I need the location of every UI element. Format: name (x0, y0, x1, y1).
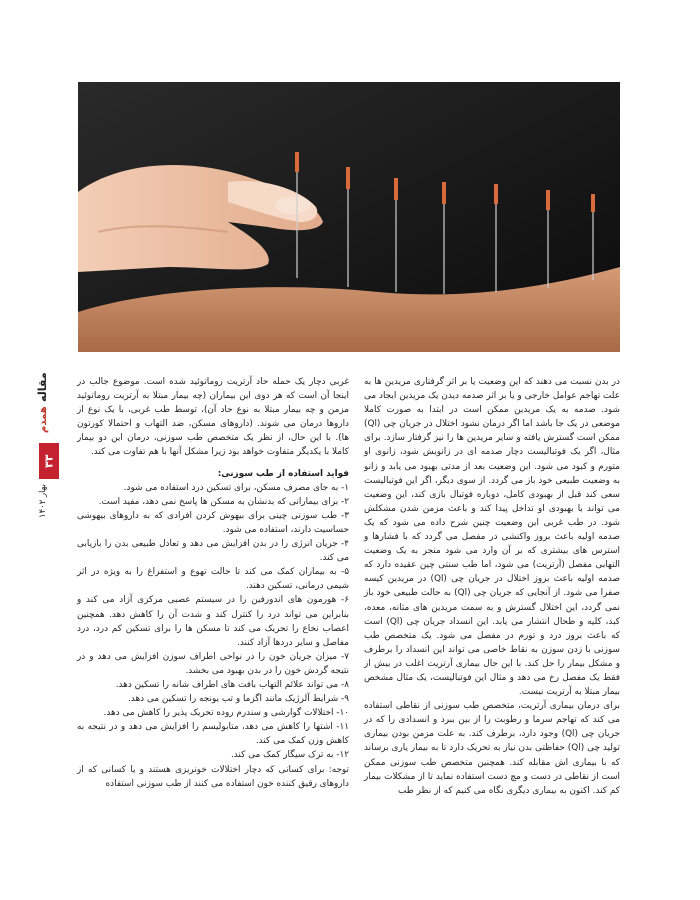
acupuncture-illustration (78, 82, 620, 352)
list-item: ۶- هورمون های اندورفین را در سیستم عصبی مرکزی آزاد می کند و بنابراین می تواند درد را کنترل کند و شدت آن را کاهش دهد. همچنین اعصاب نخاع را تحریک می کند تا مسکن ها را برای تسکین کم درد، درد مفاصل و سایر دردها آزاد کنند. (77, 595, 349, 648)
list-item: ۷- میزان جریان خون را در نواحی اطراف سوزن افزایش می دهد و در نتیجه گردش خون را در بدن بهبود می بخشد. (77, 651, 349, 676)
issue-label: بهار ۱۴۰۲ (38, 484, 48, 518)
page-number-badge: ۳۳ (39, 443, 59, 479)
paragraph: برای درمان بیماری آرتریت، متخصص طب سوزنی از نقاطی استفاده می کند که تهاجم سرما و رطوبت را از بین ببرد و انسدادی را که در جریان چی (Ql) وجود دارد، برطرف کند. به علت مزمن بودن بیماری تولید چی (Ql) حفاظتی بدن نیاز به تحریک دارد تا به بیمار یاری برساند که با بیماری اش مقابله کند. همچنین متخصص طب سوزنی ممکن است از نقاطی در دست و مچ دست استفاده نماید تا از مشکلات بیمار کم کند. اکنون به بیماری دیگری نگاه می کنیم که از نظر طب (364, 701, 620, 796)
intro-paragraph: غربی دچار یک حمله حاد آرتریت روماتوئید شده است. موضوع جالب در اینجا آن است که هر دوی این بیماران (چه بیمار مبتلا به آرتریت روماتوئید مزمن و چه بیمار مبتلا به نوع حاد آن)، توسط طب غربی، با یک نوع از داروها درمان می شوند. (داروهای مسکن، ضد التهاب و احتمالا کورتون ها). با این حال، از نظر یک متخصص طب سوزنی، درمان این دو بیمار کاملا با یکدیگر متفاوت خواهد بود زیرا مشکل آنها با هم تفاوت می کند. (77, 377, 349, 458)
paragraph: در بدن نسبت می دهند که این وضعیت یا بر اثر گرفتاری مریدین ها به علت تهاجم عوامل خارجی و یا بر اثر صدمه دیدن یک مریدین ایجاد می شود. صدمه به یک مریدین ممکن است در ابتدا به صورت کاملا موضعی در یک جا باشد اما اگر درمان نشود اختلال در جریان چی (Ql) ممکن است گسترش یافته و سایر مریدین ها را نیز گرفتار سازد. برای مثال، اگر یک فوتبالیست دچار صدمه ای در زانویش شود، زانوی او متورم و کبود می شود. این وضعیت بعد از مدتی بهبود می یابد و زانو به وضعیت طبیعی خود باز می گردد. از سوی دیگر، اگر این فوتبالیست سعی کند قبل از بهبودی کامل، دوباره فوتبال بازی کند، این وضعیت می تواند با بهبودی او تداخل پیدا کند و باعث مزمن شدن مشکلش شود. در طب غربی این وضعیت چنین شرح داده می شود که یک صدمه اولیه باعث بروز واکنشی در مفصل می گردد که با فشارها و استرس های بیشتری که بر آن وارد می شود منجر به یک وضعیت التهابی مفصل (آرتریت) می شود، اما طب سنتی چین عقیده دارد که صدمه اولیه باعث بروز اختلال در جریان چی (Ql) در مریدین کیسه صفرا می شود. از آنجایی که جریان چی (Ql) به حالت طبیعی خود باز نمی گردد، این اختلال گسترش و به سمت مریدین های مثانه، معده، کبد، کلیه و طحال انتشار می یابد. این انسداد جریان چی (Ql) است که باعث بروز درد و تورم در مفصل می شود. یک متخصص طب سوزنی با زدن سوزن به نقاط خاصی می تواند این انسداد را برطرف و مشکل بیمار را حل کند. با این حال بیماری آرتریت اغلب در بیش از فقط یک مفصل رخ می دهد و مثال این فوتبالیست، یک مثال مشخص بیمار مبتلا به آرتریت نیست. (364, 377, 620, 698)
list-item: ۲- برای بیمارانی که بدنشان به مسکن ها پاسخ نمی دهد، مفید است. (98, 496, 349, 507)
article-column-right (364, 375, 620, 798)
list-item: ۵- به بیماران کمک می کند تا حالت تهوع و استفراغ را به ویژه در اثر شیمی درمانی، تسکین دهند. (77, 567, 349, 592)
note-paragraph: توجه: برای کسانی که دچار اختلالات خونریزی هستند و یا کسانی که از داروهای رقیق کننده خون استفاده می کنند از طب سوزنی استفاده (77, 764, 349, 789)
list-item: ۱۲- به ترک سیگار کمک می کند. (230, 750, 349, 761)
list-item: ۳- طب سوزنی چینی برای بیهوش کردن افرادی که به داروهای بیهوشی حساسیت دارند، استفاده می شود. (77, 510, 349, 535)
acupuncture-photo (78, 82, 620, 352)
page-sidebar (36, 372, 62, 557)
list-item: ۸- می تواند علائم التهاب بافت های اطراف شانه را تسکین دهد. (115, 679, 349, 690)
section-label: مقاله (36, 372, 49, 402)
list-item: ۱- به جای مصرف مسکن، برای تسکین درد استفاده می شود. (123, 482, 349, 493)
list-item: ۴- جریان انرژی را در بدن افزایش می دهد و تعادل طبیعی بدن را بازیابی می کند. (77, 539, 349, 564)
list-item: ۱۰- اختلالات گوارشی و سندرم روده تحریک پذیر را کاهش می دهد. (103, 708, 349, 719)
list-item: ۱۱- اشتها را کاهش می دهد، متابولیسم را افزایش می دهد و در نتیجه به کاهش وزن کمک می کند. (77, 722, 349, 747)
benefits-heading: فواید استفاده از طب سوزنی: (217, 468, 349, 479)
list-item: ۹- شرایط آلرژیک مانند اگزما و تب یونجه را تسکین می دهد. (127, 694, 349, 705)
article-column-left (77, 375, 349, 791)
magazine-logo: همدم (38, 406, 49, 433)
